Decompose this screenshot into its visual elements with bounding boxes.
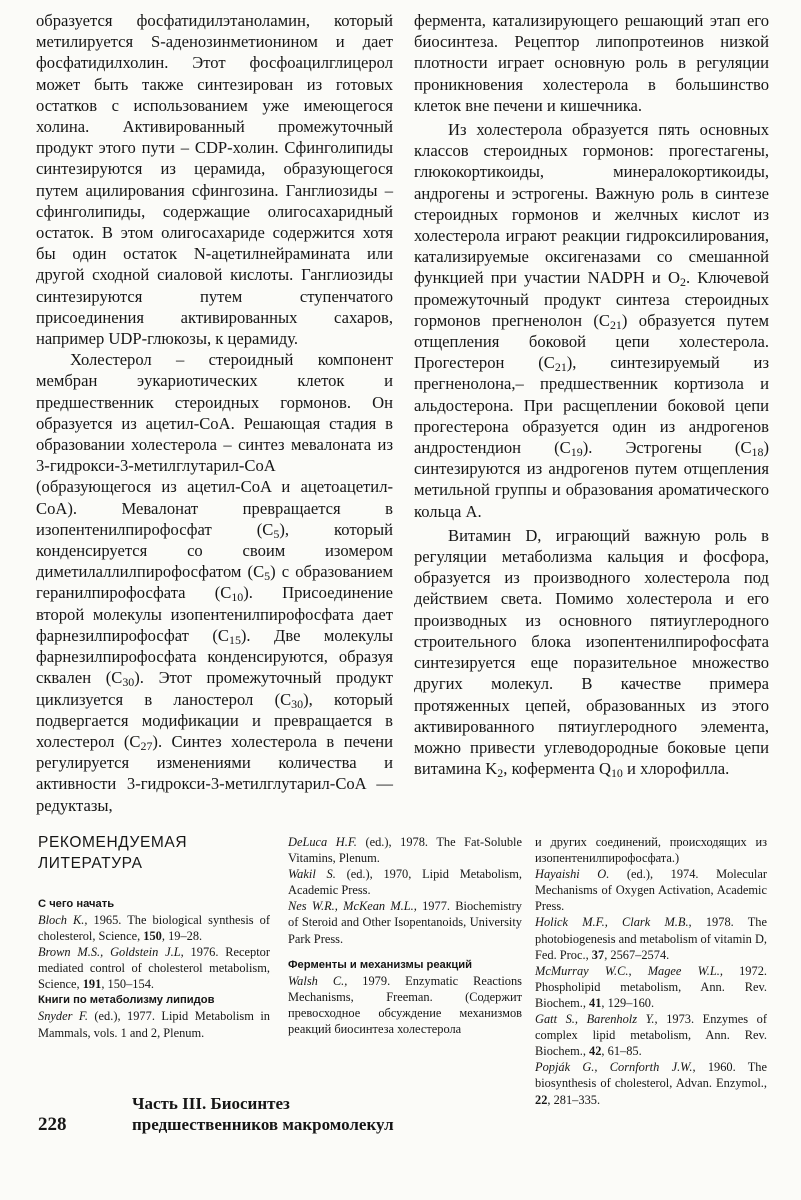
text-run: 1960. The biosynthesis of cholesterol, Advan. Enzymol., xyxy=(535,1060,767,1091)
subscript: 21 xyxy=(609,317,622,332)
subscript: 27 xyxy=(140,738,153,753)
text-run: ЛИТЕРАТУРА xyxy=(38,855,143,872)
reference-volume: 41 xyxy=(589,995,602,1010)
reference-authors: McMurray W.C., Magee W.L., xyxy=(535,963,723,978)
text-run: ). Эстрогены (C xyxy=(582,438,752,458)
reference-item xyxy=(288,898,522,946)
reference-item xyxy=(38,944,270,992)
text-run: , 61–85. xyxy=(601,1044,642,1059)
text-run: Из холестерола образуется пять основных классов стероидных гормонов: прогестагены, глюкокортикоиды, минералокортикоиды, андрогены и эстрогены. Важную роль в синтезе стероидных гормонов и желчных кислот из холестерола играют реакции гидроксилирования, катализируемые оксигеназами со смешанной функцией при участии NADPH и O xyxy=(414,120,769,288)
text-run: ) образуется путем отщепления боковой цепи холестерола. Прогестерон (C xyxy=(414,310,769,373)
subscript: 18 xyxy=(751,445,764,460)
text-run: , 19–28. xyxy=(161,929,203,944)
text-run: ). Этот промежуточный продукт циклизуется в ланостерол (C xyxy=(36,668,393,709)
subscript: 5 xyxy=(273,526,280,541)
paragraph-ldl-receptor xyxy=(414,10,769,116)
left-text-column xyxy=(36,10,393,816)
text-run: Витамин D, играющий важную роль в регуляции метаболизма кальция и фосфора, образуется из производного холестерола под действием света. Помимо холестерола и его производных из основного пятиуглеродного строительного блока изопентенилпирофосфата синтезируется еще поразительное множество других молекул. В качестве примера протяженных цепей, образованных из этого активированного пятиуглеродного элемента, можно привести углеводородные боковые цепи витамина K xyxy=(414,525,769,779)
text-run: и хлорофилла. xyxy=(622,759,730,779)
reference-item xyxy=(535,866,767,914)
reference-authors: Snyder F. xyxy=(38,1009,88,1024)
part-title xyxy=(132,1093,412,1135)
reference-authors: Holick M.F., Clark M.B., xyxy=(535,915,692,930)
reference-authors: Wakil S. xyxy=(288,867,336,882)
subscript: 10 xyxy=(610,766,623,781)
reference-authors: Bloch K., xyxy=(38,913,88,927)
reference-authors: DeLuca H.F. xyxy=(288,835,357,849)
text-run: , 281–335. xyxy=(547,1092,601,1107)
text-run: 1979. Enzymatic Reactions Mechanisms, Freeman. (Содержит превосходное обсуждение механизмов реакций биосинтеза холестерола xyxy=(288,973,522,1036)
text-run: ) синтезируются из андрогенов путем отщепления метильной группы и образования ароматического кольца A. xyxy=(414,438,769,521)
text-run: РЕКОМЕНДУЕМАЯ xyxy=(38,834,188,851)
text-run: 1973. Enzymes of complex lipid metabolism, Ann. Rev. Biochem., xyxy=(535,1012,767,1059)
reference-item xyxy=(38,912,270,944)
text-run: , 150–154. xyxy=(101,977,154,992)
page-number: 228 xyxy=(38,1114,67,1135)
references-column-1 xyxy=(38,896,270,1041)
section-title-enzymes: Ферменты и механизмы реакций xyxy=(288,958,472,971)
paragraph-vitamin-d xyxy=(414,525,769,779)
text-run: ) с образованием геранилпирофосфата (C xyxy=(36,562,393,603)
text-run: Холестерол – стероидный компонент мембран эукариотических клеток и предшественник стероидных гормонов. Он образуется из ацетил-CoA. Решающая стадия в образовании холестерола – синтез мевалоната из 3-гидрокси-3-метилглутарил-CoA (образующегося из ацетил-CoA и ацетоацетил-CoA). Мевалонат превращается в изопентенилпирофосфат (C xyxy=(36,350,393,539)
subscript: 10 xyxy=(231,590,244,605)
reference-volume: 150 xyxy=(143,929,162,944)
subscript: 30 xyxy=(122,675,135,690)
reference-item xyxy=(535,1011,767,1059)
reference-item xyxy=(535,963,767,1011)
reference-authors: Brown M.S., Goldstein J.L, xyxy=(38,945,184,960)
paragraph-cholesterol-synthesis xyxy=(36,349,393,815)
reference-authors: Nes W.R., McKean M.L., xyxy=(288,899,417,914)
text-run: ), который конденсируется со своим изомером диметилаллилпирофосфатом (C xyxy=(36,519,394,582)
references-column-2 xyxy=(288,834,522,1037)
subscript: 5 xyxy=(264,569,271,584)
section-title-lipid-books: Книги по метаболизму липидов xyxy=(38,994,215,1007)
reference-volume: 22 xyxy=(535,1092,548,1107)
text-run: , 129–160. xyxy=(601,995,655,1010)
text-run: ), синтезируемый из прегненолона,– предшественник кортизола и альдостерона. При расщеплении боковой цепи прогестерона образуется один из андрогенов андростендион (C xyxy=(414,353,769,458)
text-run: (ed.), 1978. The Fat-Soluble Vitamins, Plenum. xyxy=(288,835,522,866)
subscript: 2 xyxy=(497,766,504,781)
references-column-3 xyxy=(535,834,767,1108)
reference-authors: Popják G., Cornforth J.W., xyxy=(535,1060,696,1075)
reference-item xyxy=(288,866,522,898)
text-run: фермента, катализирующего решающий этап его биосинтеза. Рецептор липопротеинов низкой плотности играет основную роль в регуляции проникновения холестерола в большинство клеток вне печени и кишечника. xyxy=(414,11,769,115)
reference-item-continued: и других соединений, происходящих из изопентенилпирофосфата.) xyxy=(535,835,767,866)
text-run: (ed.), 1974. Molecular Mechanisms of Oxygen Activation, Academic Press. xyxy=(535,867,767,914)
reference-authors: Hayaishi O. xyxy=(535,867,610,882)
reference-item xyxy=(288,973,522,1037)
text-run: предшественников макромолекул xyxy=(132,1115,394,1134)
paragraph-phospholipids xyxy=(36,10,393,349)
text-run: , кофермента Q xyxy=(503,759,611,779)
text-run: 1972. Phospholipid metabolism, Ann. Rev. Biochem., xyxy=(535,963,767,1010)
subscript: 2 xyxy=(679,275,686,290)
paragraph-steroid-hormones xyxy=(414,119,769,522)
reference-authors: Gatt S., Barenholz Y., xyxy=(535,1012,658,1027)
reference-item xyxy=(535,1059,767,1107)
text-run: 1976. Receptor mediated control of cholesterol metabolism, Science, xyxy=(38,945,270,992)
reference-volume: 42 xyxy=(589,1044,602,1059)
text-run: (ed.), 1970, Lipid Metabolism, Academic Press. xyxy=(288,867,522,898)
text-run: ). Две молекулы фарнезилпирофосфата конденсируются, образуя сквален (C xyxy=(36,625,393,688)
text-run: ). Синтез холестерола в печени регулируется изменениями количества и активности 3-гидрокси-3-метилглутарил-CoA — редуктазы, xyxy=(36,731,393,815)
text-run: . Ключевой промежуточный продукт синтеза стероидных гормонов прегненолон (C xyxy=(414,268,769,330)
text-run: (ed.), 1977. Lipid Metabolism in Mammals, vols. 1 and 2, Plenum. xyxy=(38,1009,271,1040)
text-run: , 2567–2574. xyxy=(604,947,670,962)
subscript: 15 xyxy=(228,632,241,647)
text-run: 1977. Biochemistry of Steroid and Other Isopentanoids, University Park Press. xyxy=(288,899,522,946)
text-run: образуется фосфатидилэтаноламин, который метилируется S-аденозинметионином и дает фосфатидилхолин. Этот фосфоацилглицерол может быть также синтезирован из готовых остатков с использованием уже имеющегося холина. Активированный промежуточный продукт этого пути – CDP-холин. Сфинголипиды синтезируются из церамида, образующегося путем ацилирования сфингозина. Ганглиозиды – сфинголипиды, содержащие олигосахаридный остаток. В этом олигосахариде содержится хотя бы один остаток N-ацетилнейрамината или другой сходной сиаловой кислоты. Ганглиозиды синтезируются путем ступенчатого присоединения активированных сахаров, например UDP-глюкозы, к церамиду. xyxy=(36,11,393,349)
text-run: 1978. The photobiogenesis and metabolism of vitamin D, Fed. Proc., xyxy=(535,915,767,962)
subscript: 19 xyxy=(570,445,583,460)
reference-volume: 37 xyxy=(591,947,605,962)
reference-item xyxy=(535,914,767,962)
subscript: 21 xyxy=(554,360,567,375)
reference-item xyxy=(38,1008,270,1040)
text-run: 1965. The biological synthesis of cholesterol, Science, xyxy=(38,913,270,944)
references-heading xyxy=(38,832,268,874)
subscript: 30 xyxy=(291,696,304,711)
reference-authors: Walsh C., xyxy=(288,973,348,988)
right-text-column xyxy=(414,10,769,779)
reference-item xyxy=(288,834,522,866)
text-run: ), который подвергается модификации и превращается в холестерол (C xyxy=(36,689,393,751)
section-title-start: С чего начать xyxy=(38,898,115,910)
reference-volume: 191 xyxy=(82,977,102,992)
text-run: Часть III. Биосинтез xyxy=(132,1094,290,1113)
text-run: ). Присоединение второй молекулы изопентенилпирофосфата дает фарнезилпирофосфат (C xyxy=(36,583,393,645)
